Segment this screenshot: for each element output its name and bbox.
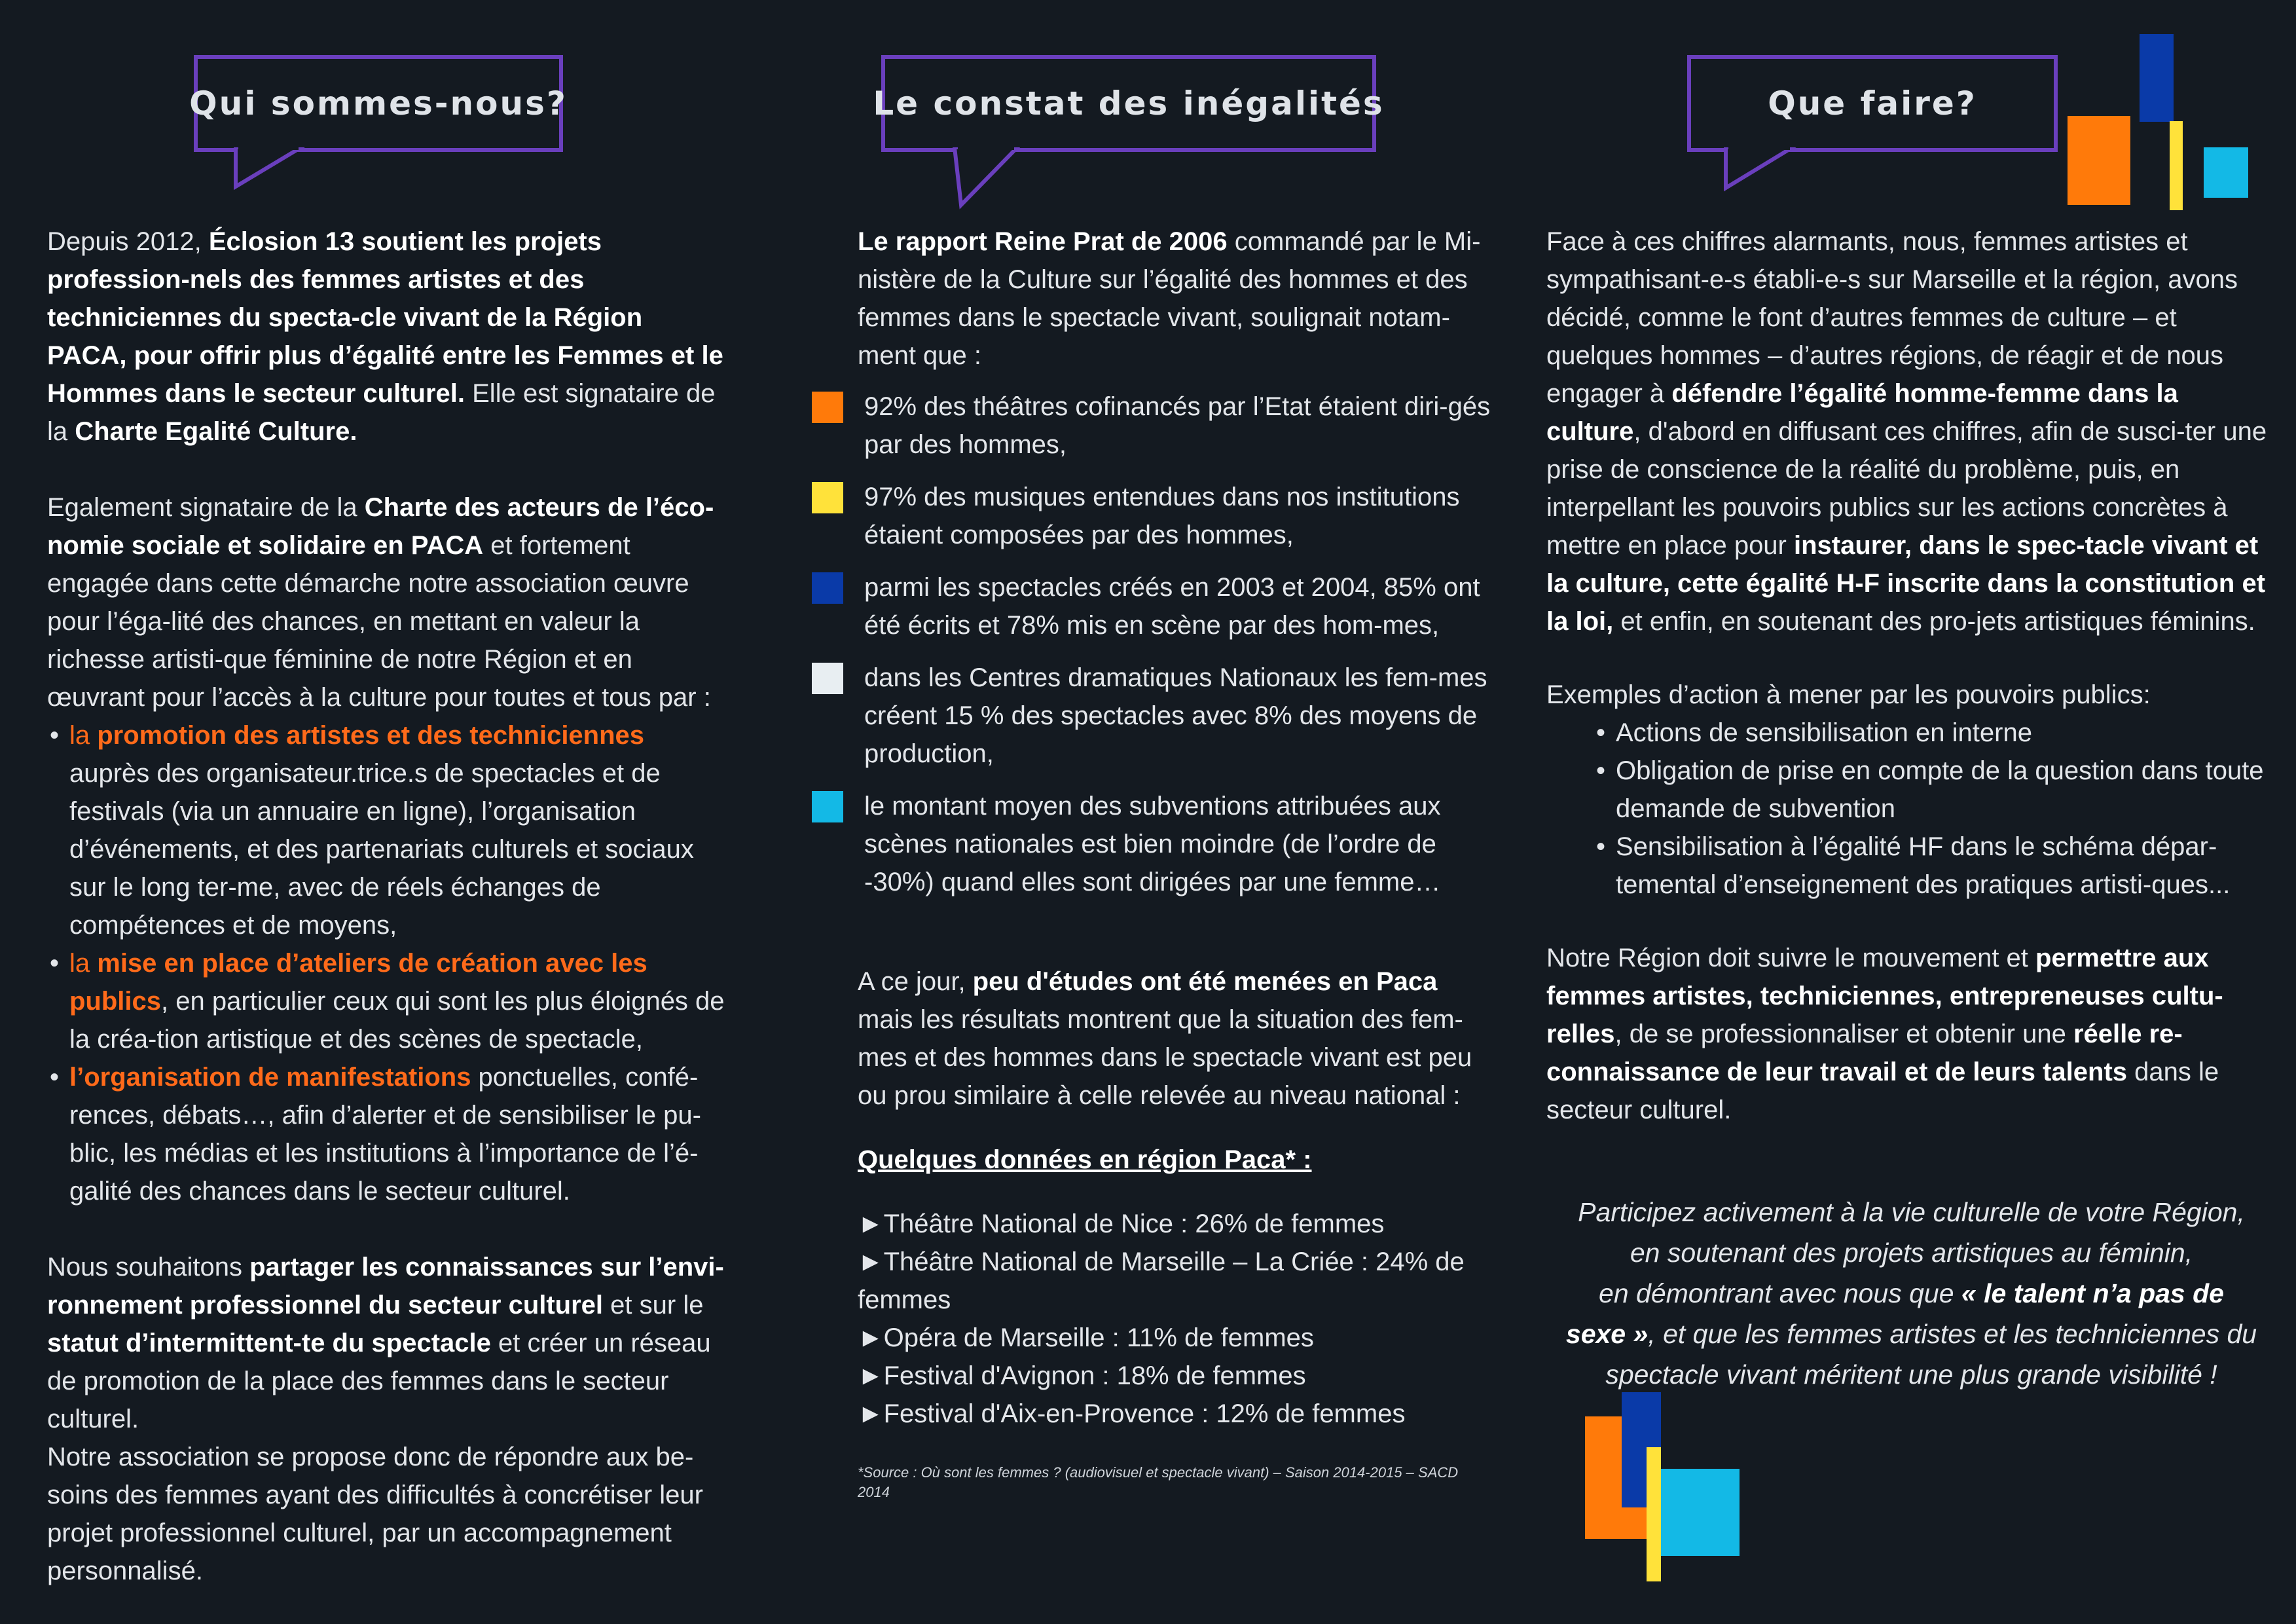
yellow-square-icon	[812, 482, 843, 513]
cta-line	[1546, 1273, 2276, 1314]
report-intro	[812, 223, 1493, 375]
orange-square-icon	[812, 392, 843, 423]
data-item: ►Opéra de Marseille : 11% de femmes	[858, 1323, 1314, 1352]
stat-item	[812, 787, 1493, 901]
text-run: , en particulier ceux qui sont les plus éloignés de la créa-tion artistique et des scènes de spectacle,	[69, 987, 725, 1054]
text-run: Nous souhaitons	[47, 1253, 250, 1282]
highlight-text: mise en place d’ateliers de création avec les publics	[69, 949, 647, 1016]
bold-text: permettre aux femmes artistes, techniciennes, entrepreneuses cultu-relles	[1546, 944, 2223, 1048]
text-run: , et que les femmes artistes et les techniciennes du	[1648, 1319, 2257, 1349]
data-list	[858, 1205, 1493, 1433]
stats-list	[812, 388, 1493, 901]
bold-text: Éclosion 13 soutient les projets profession-nels des femmes artistes et des techniciennes du specta-cle vivant de la Région PACA, pour offrir plus d’égalité entre les Femmes et le Hommes dans le secteur culturel.	[47, 227, 723, 408]
yellow-bar-decoration	[2170, 121, 2183, 210]
highlight-text: promotion des artistes et des techniciennes	[97, 721, 645, 750]
text-run: Face à ces chiffres alarmants, nous, femmes artistes et sympathisant-e-s établi-e-s sur Marseille et la région, avons décidé, comme le font d’autres femmes de culture – et quelques hommes – d’autres régions, de réagir et de nous engager à	[1546, 227, 2238, 408]
data-heading: Quelques données en région Paca* :	[858, 1145, 1312, 1174]
stat-item	[812, 478, 1493, 554]
list-item	[47, 1058, 728, 1210]
bold-text: « le talent n’a pas de	[1961, 1278, 2224, 1308]
bold-text: Charte Egalité Culture.	[75, 417, 357, 446]
cta-line	[1546, 1314, 2276, 1354]
text-run: ponctuelles, confé-rences, débats…, afin d’alerter et de sensibiliser le pu-blic, les médias et les institutions à l’importance de l’é-galité des chances dans le secteur culturel.	[69, 1063, 701, 1206]
intro-paragraph	[47, 223, 728, 451]
call-to-action	[1546, 1192, 2276, 1395]
text-run: et enfin, en soutenant des pro-jets artistiques féminins.	[1613, 607, 2255, 636]
bold-text: partager les connaissances sur l’envi-ronnement professionnel du secteur culturel	[47, 1253, 724, 1320]
text-run: Egalement signataire de la	[47, 493, 365, 522]
region-paragraph	[1546, 939, 2276, 1129]
bold-text: Le rapport Reine Prat de 2006	[858, 227, 1228, 256]
examples-intro: Exemples d’action à mener par les pouvoirs publics:	[1546, 680, 2151, 709]
share-paragraph	[47, 1248, 728, 1438]
text-run: auprès des organisateur.trice.s de spectacles et de festivals (via un annuaire en ligne), l’organisation d’événements, et des partenariats culturels et sociaux sur le long ter-me, avec de réels échanges de compétences et de moyens,	[69, 759, 694, 940]
stat-text: le montant moyen des subventions attribuées aux scènes nationales est bien moindre (de l’ordre de -30%) quand elles sont dirigées par une femme…	[864, 792, 1441, 896]
text-run: dans le secteur culturel.	[1546, 1058, 2219, 1124]
orange-block-decoration	[2068, 116, 2130, 205]
cyan-square-icon	[812, 791, 843, 822]
text-run: commandé par le Mi-nistère de la Culture sur l’égalité des hommes et des femmes dans le spectacle vivant, soulignait notam-ment que :	[858, 227, 1481, 370]
section-title: Le constat des inégalités	[873, 84, 1385, 122]
text-run: , d'abord en diffusant ces chiffres, afin de susci-ter une prise de conscience de la réalité du problème, puis, en interpellant les pouvoirs publics sur les actions concrètes à mettre en place pour	[1546, 417, 2267, 560]
actions-list	[47, 716, 728, 1210]
bold-text: réelle re-connaissance de leur travail et de leurs talents	[1546, 1020, 2183, 1086]
yellow-bar-decoration	[1647, 1447, 1661, 1581]
cyan-block-decoration	[2204, 147, 2248, 198]
stat-text: dans les Centres dramatiques Nationaux les fem-mes créent 15 % des spectacles avec 8% des moyens de production,	[864, 663, 1487, 768]
speech-bubble-what-to-do	[1687, 55, 2058, 152]
data-item: ►Festival d'Aix-en-Provence : 12% de femmes	[858, 1399, 1406, 1428]
text-run: , de se professionnaliser et obtenir une	[1614, 1020, 2073, 1048]
column-what-to-do	[1532, 0, 2296, 1624]
list-item	[47, 944, 728, 1058]
bold-text: sexe »	[1565, 1319, 1649, 1349]
data-item: ►Festival d'Avignon : 18% de femmes	[858, 1361, 1306, 1390]
source-note: *Source : Où sont les femmes ? (audiovisuel et spectacle vivant) – Saison 2014-2015 – SACD 2014	[858, 1464, 1459, 1500]
white-square-icon	[812, 663, 843, 694]
column-who-are-we	[0, 0, 766, 1624]
bold-text: peu d'études ont été menées en Paca	[972, 967, 1438, 996]
speech-bubble-tail-icon	[229, 147, 321, 193]
inequalities-body	[812, 223, 1493, 1502]
speech-bubble-tail-icon	[1722, 147, 1813, 193]
list-item	[47, 716, 728, 944]
text-run: la	[69, 949, 98, 978]
who-are-we-body	[47, 223, 728, 1590]
stat-item	[812, 388, 1493, 464]
text-run: et sur le	[603, 1291, 704, 1320]
blue-square-icon	[812, 572, 843, 604]
stat-item	[812, 568, 1493, 644]
blue-block-decoration	[2140, 34, 2174, 122]
stat-text: parmi les spectacles créés en 2003 et 2004, 85% ont été écrits et 78% mis en scène par des hom-mes,	[864, 573, 1480, 640]
stat-text: 97% des musiques entendues dans nos institutions étaient composées par des hommes,	[864, 483, 1460, 549]
engagement-paragraph	[1546, 223, 2276, 640]
column-inequalities	[766, 0, 1532, 1624]
data-item: ►Théâtre National de Nice : 26% de femmes	[858, 1209, 1385, 1238]
charter-paragraph	[47, 489, 728, 716]
bold-text: défendre l’égalité homme-femme dans la culture	[1546, 379, 2178, 446]
stat-text: 92% des théâtres cofinancés par l’Etat étaient diri-gés par des hommes,	[864, 392, 1491, 459]
support-paragraph: Notre association se propose donc de répondre aux be-soins des femmes ayant des difficultés à concrétiser leur projet professionnel culturel, par un accompagnement personnalisé.	[47, 1443, 703, 1585]
examples-list	[1546, 714, 2276, 904]
cta-line: Participez activement à la vie culturelle de votre Région,	[1578, 1197, 2245, 1227]
regional-section	[812, 963, 1493, 1502]
text-run: en démontrant avec nous que	[1599, 1278, 1961, 1308]
text-run: Notre Région doit suivre le mouvement et	[1546, 944, 2036, 972]
text-run: et créer un réseau de promotion de la place des femmes dans le secteur culturel.	[47, 1329, 711, 1433]
highlight-text: l’organisation de manifestations	[69, 1063, 471, 1092]
section-title: Que faire?	[1768, 84, 1977, 122]
text-run: et fortement engagée dans cette démarche notre association œuvre pour l’éga-lité des chances, en mettant en valeur la richesse artisti-que féminine de notre Région et en œuvrant pour l’accès à la culture pour toutes et tous par :	[47, 531, 711, 712]
speech-bubble-inequalities	[873, 55, 1385, 152]
section-title: Qui sommes-nous?	[189, 84, 568, 122]
speech-bubble-tail-icon	[952, 147, 1044, 210]
cta-line: en soutenant des projets artistiques au féminin,	[1630, 1238, 2193, 1268]
text-run: Depuis 2012,	[47, 227, 209, 256]
list-item: • Actions de sensibilisation en interne	[1594, 714, 2276, 752]
today-paragraph	[858, 963, 1493, 1115]
text-run: mais les résultats montrent que la situation des fem-mes et des hommes dans le spectacle vivant est peu ou prou similaire à celle relevée au niveau national :	[858, 1005, 1472, 1110]
what-to-do-body	[1546, 223, 2276, 1129]
bold-text: instaurer, dans le spec-tacle vivant et la culture, cette égalité H-F inscrite dans la constitution et la loi,	[1546, 531, 2266, 636]
text-run: A ce jour,	[858, 967, 973, 996]
list-item: • Obligation de prise en compte de la question dans toute demande de subvention	[1594, 752, 2276, 828]
cyan-block-decoration	[1661, 1469, 1740, 1556]
text-run: Elle est signataire de la	[47, 379, 716, 446]
text-run: la	[69, 721, 98, 750]
list-item: • Sensibilisation à l’égalité HF dans le schéma dépar-temental d’enseignement des pratiques artisti-ques...	[1594, 828, 2276, 904]
bold-text: statut d’intermittent-te du spectacle	[47, 1329, 491, 1357]
bold-text: Charte des acteurs de l’éco-nomie sociale et solidaire en PACA	[47, 493, 714, 560]
speech-bubble-who-are-we	[189, 55, 568, 152]
data-item: ►Théâtre National de Marseille – La Criée : 24% de femmes	[858, 1247, 1465, 1314]
cta-line: spectacle vivant méritent une plus grande visibilité !	[1605, 1359, 2217, 1390]
stat-item	[812, 659, 1493, 773]
